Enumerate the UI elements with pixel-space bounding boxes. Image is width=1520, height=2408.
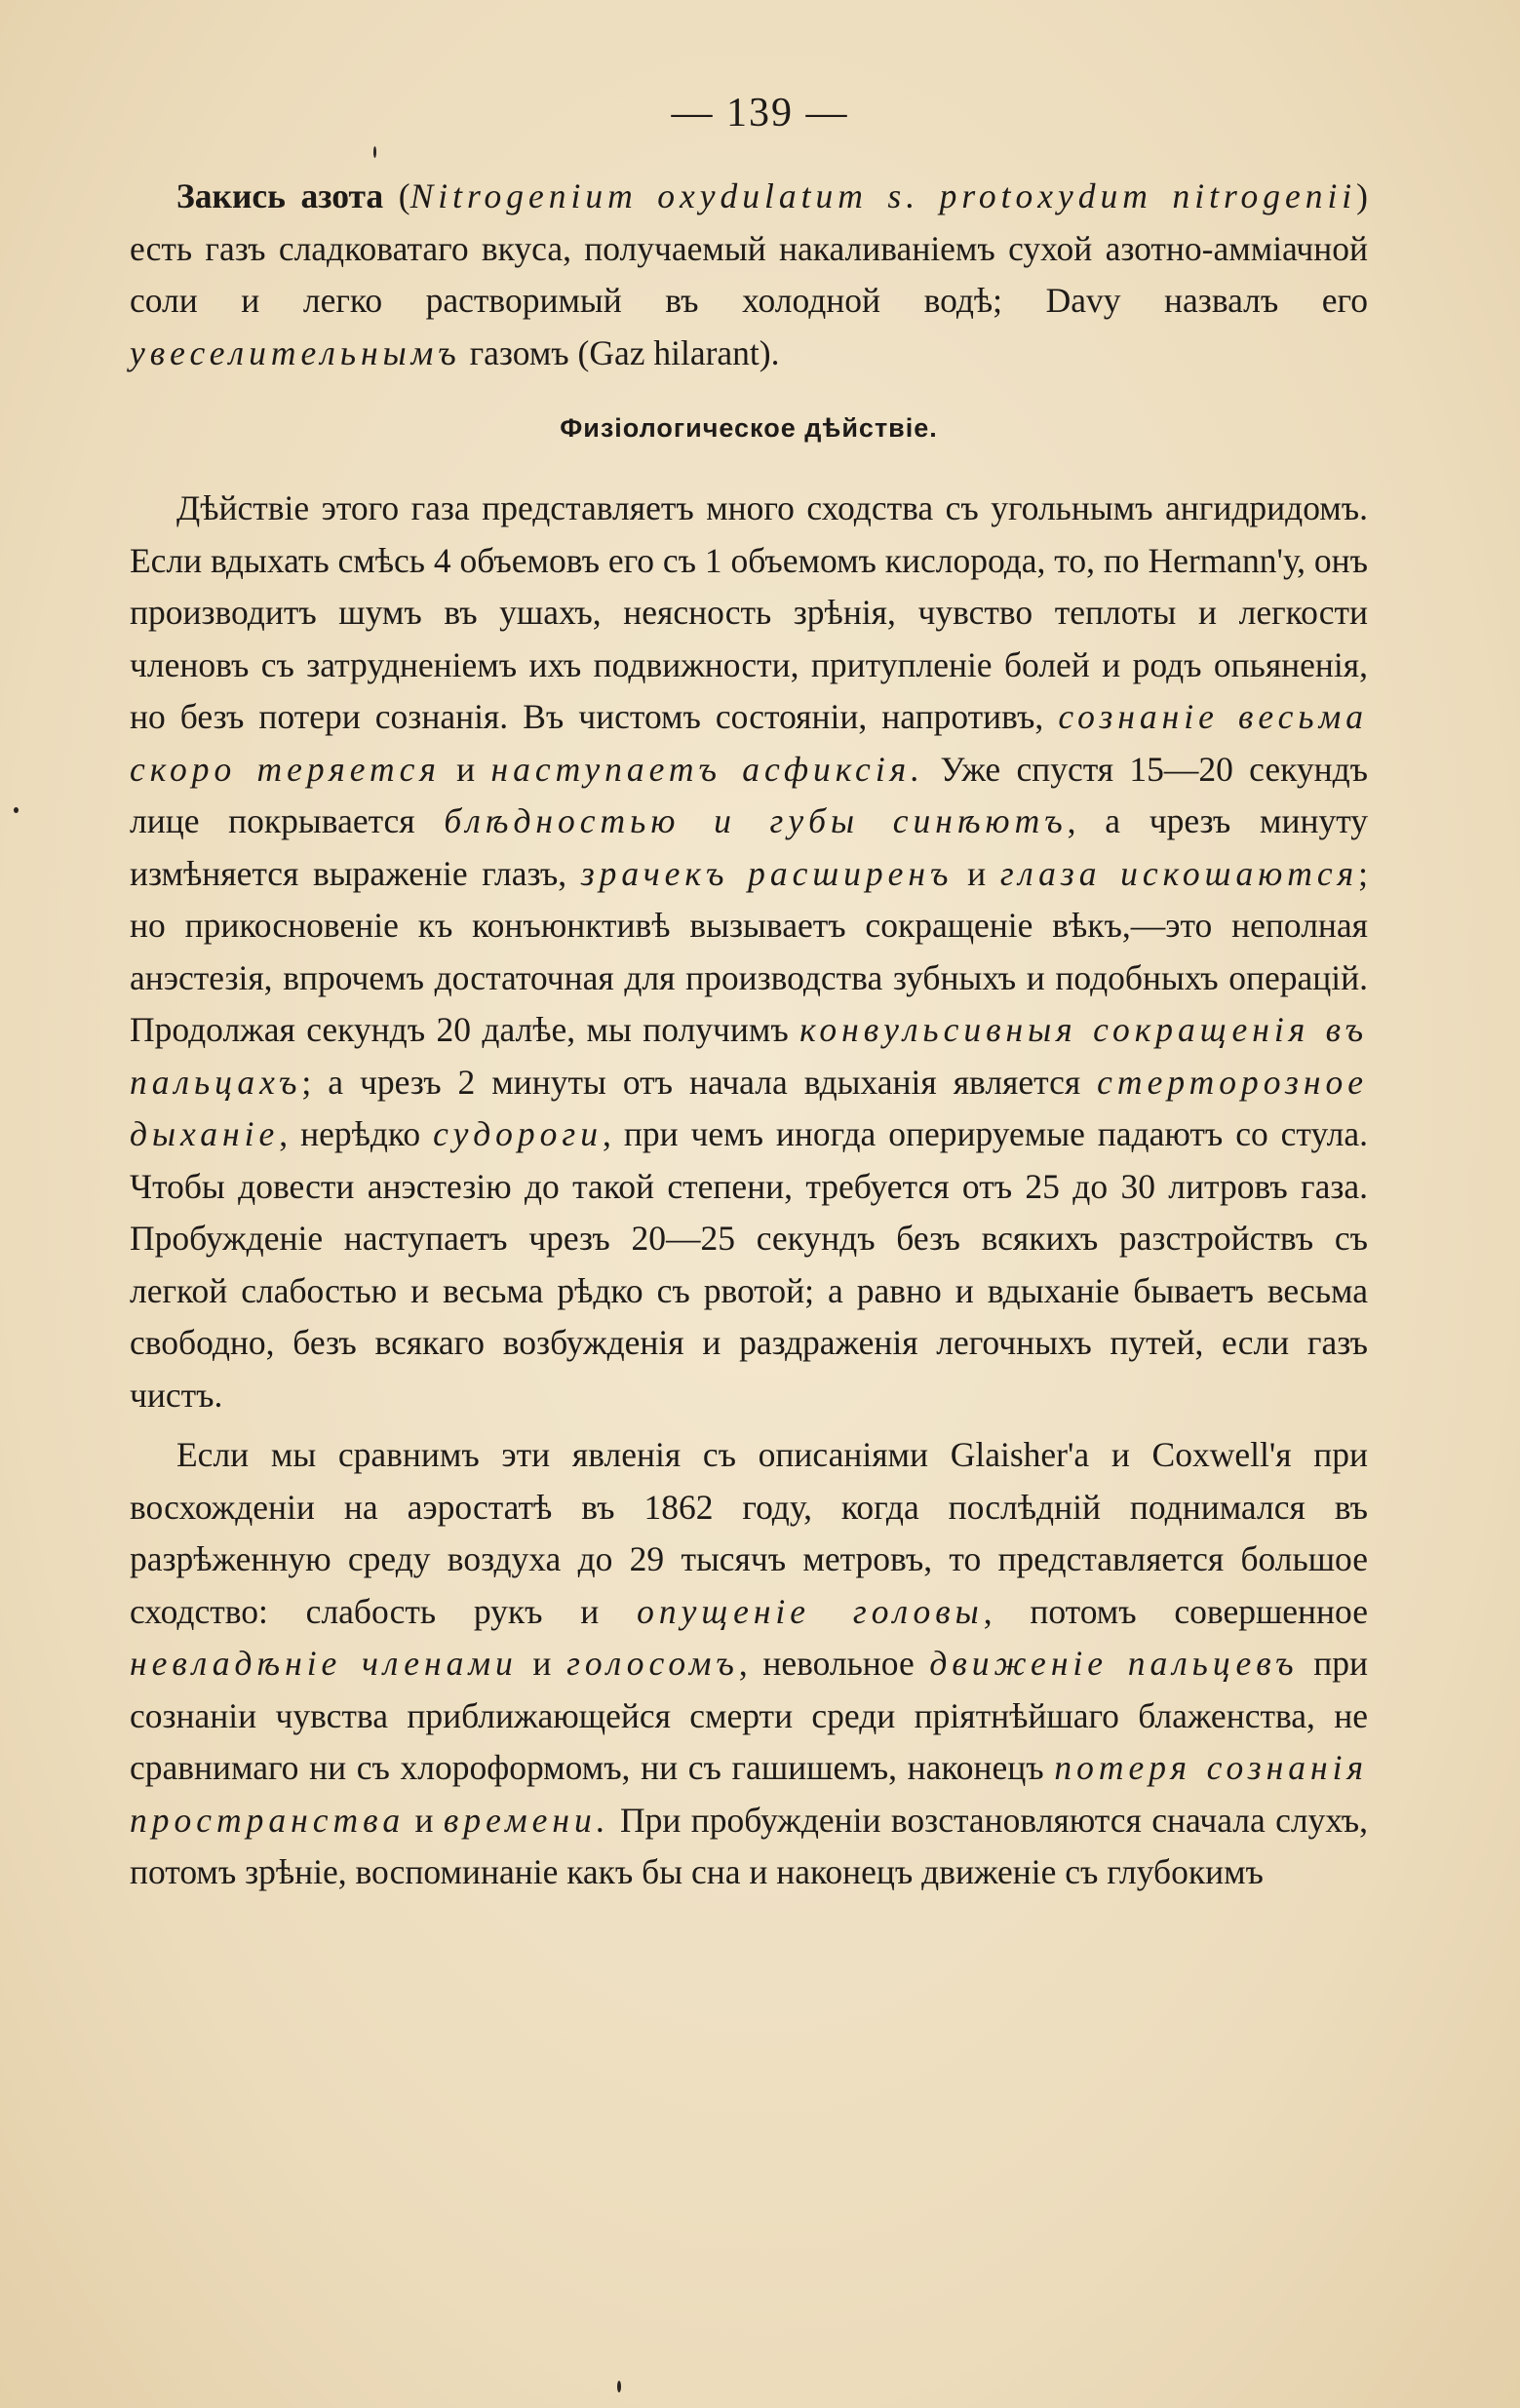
- text-run: , при чемъ иногда оперируемые падаютъ со стула. Чтобы довести анэстезію до такой степени, требуется отъ 25 до 30 литровъ газа. Пробужденіе наступаетъ чрезъ 20—25 секундъ безъ всякихъ разстройствъ съ легкой слабостью и весьма рѣдко съ рвотой; а равно и вдыханіе бываетъ весьма свободно, безъ всякаго возбужденія и раздраженія легочныхъ путей, если газъ чистъ.: [130, 1114, 1368, 1415]
- text-run: при сознаніи чувства приближающейся смерти среди пріятнѣйшаго блаженства, не сравнимаго ни съ хлороформомъ, ни съ гашишемъ, наконецъ: [130, 1644, 1368, 1787]
- text-run: Если мы сравнимъ эти явленія съ описаніями Glaisher'а и Coxwell'я при восхожденіи на аэростатѣ въ 1862 году, когда послѣдній поднимался въ разрѣженную среду воздуха до 29 тысячъ метровъ, то представляется большое сходство: слабость рукъ и: [130, 1435, 1368, 1631]
- ink-speck: [617, 2381, 621, 2392]
- text-run: и: [517, 1644, 567, 1683]
- text-run: Дѣйствіе этого газа представляетъ много сходства съ угольнымъ ангидридомъ. Если вдыхать смѣсь 4 объемовъ его съ 1 объемомъ кислорода, то, по Hermann'у, онъ производитъ шумъ въ ушахъ, неясность зрѣнія, чувство теплоты и легкости членовъ съ затрудненіемъ ихъ подвижности, притупленіе болей и родъ опьяненія, но безъ потери сознанія. Въ чистомъ состояніи, напротивъ,: [130, 488, 1368, 736]
- term-heading: Закись азота: [176, 176, 384, 215]
- text-run: , нерѣдко: [279, 1114, 434, 1153]
- ink-speck: [14, 807, 19, 813]
- text-run: и: [953, 853, 1000, 893]
- text-run: газомъ (Gaz hilarant).: [460, 332, 780, 372]
- text-run: и: [440, 749, 491, 789]
- latin-name: Nitrogenium oxydulatum s. protoxydum nitrogenii: [409, 176, 1357, 215]
- text-run: ; но прикосновеніе къ конъюнктивѣ вызываетъ сокращеніе вѣкъ,—это неполная анэстезія, впрочемъ достаточная для производства зубныхъ и подобныхъ операцій. Продолжая секундъ 20 далѣе, мы получимъ: [130, 853, 1368, 1049]
- paragraph-physiological-action: [130, 483, 1368, 1421]
- text-run: , потомъ совершенное: [983, 1591, 1368, 1631]
- section-heading: Физіологическое дѣйствіе.: [560, 413, 938, 443]
- emphasis-run: увеселительнымъ: [130, 332, 461, 372]
- emphasis-run: потеря сознанія пространства: [130, 1748, 1368, 1840]
- emphasis-run: невладѣніе членами: [130, 1644, 518, 1683]
- emphasis-run: глаза искошаются: [999, 853, 1359, 893]
- emphasis-run: наступаетъ асфиксія.: [490, 749, 925, 789]
- emphasis-run: зрачекъ расширенъ: [580, 853, 954, 893]
- emphasis-run: движеніе пальцевъ: [929, 1644, 1299, 1683]
- page-text: [130, 171, 1368, 1899]
- paragraph-balloon-comparison: [130, 1429, 1368, 1899]
- ink-speck: [373, 146, 376, 158]
- page-number: — 139 —: [671, 91, 849, 136]
- text-run: ; а чрезъ 2 минуты отъ начала вдыханія является: [301, 1062, 1098, 1102]
- text-run: и: [405, 1800, 444, 1840]
- text-run: При пробужденіи возстановляются сначала слухъ, потомъ зрѣніе, воспоминаніе какъ бы сна и наконецъ движеніе съ глубокимъ: [130, 1800, 1368, 1891]
- emphasis-run: голосомъ: [566, 1644, 739, 1683]
- text-run: , невольное: [738, 1644, 930, 1683]
- emphasis-run: судороги: [433, 1114, 604, 1153]
- emphasis-run: опущеніе головы: [637, 1591, 984, 1631]
- emphasis-run: конвульсивныя сокращенія въ пальцахъ: [130, 1010, 1368, 1102]
- text-run: ) есть газъ сладковатаго вкуса, получаемый накаливаніемъ сухой азотно-амміачной соли и легко растворимый въ холодной водѣ; Davy назвалъ его: [130, 176, 1368, 320]
- text-run: Уже спустя 15—20 секундъ лице покрывается: [130, 749, 1369, 840]
- text-run: , а чрезъ минуту измѣняется выраженіе глазъ,: [130, 801, 1369, 893]
- paragraph-nitrous-oxide: [130, 171, 1368, 379]
- text-run: (: [383, 176, 410, 215]
- emphasis-run: стерторозное дыханіе: [130, 1062, 1368, 1153]
- emphasis-run: блѣдностью и губы синѣютъ: [444, 801, 1068, 840]
- emphasis-run: времени.: [443, 1800, 610, 1840]
- emphasis-run: сознаніе весьма скоро теряется: [130, 697, 1368, 789]
